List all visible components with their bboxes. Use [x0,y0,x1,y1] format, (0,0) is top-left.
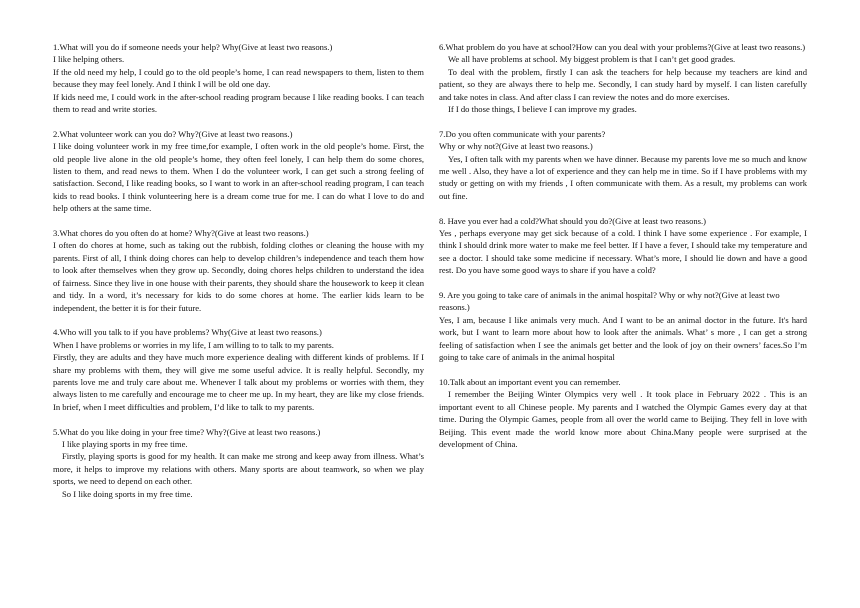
answer-paragraph: I remember the Beijing Winter Olympics very well . It took place in February 2022 . This is an important event to all Chinese people. My parents and I watched the Olympic Games every day at that time. During the Olympic Games, people from all over the world came to Beijing. They fell in love with Beijing. This event made the world know more about China.Many people were surprised at the development of China. [439,389,807,449]
question-block [439,215,807,277]
answer-paragraph: Yes , perhaps everyone may get sick because of a cold. I think I have some experience . For example, I think I should drink more water to make me feel better. If I have a fever, I should take my temperature and see a doctor. I should take some medicine if necessary. What’s more, I should lie down and have a good rest. Do you have some good ways to share if you have a cold? [439,228,807,276]
question-title: 8. Have you ever had a cold?What should you do?(Give at least two reasons.) [439,215,707,226]
question-title: 1.What will you do if someone needs your help? Why(Give at least two reasons.) [53,42,333,52]
question-title: 9. Are you going to take care of animals in the animal hospital? Why or why not?(Give at least two reasons.) [439,290,780,313]
question-block [53,426,424,500]
question-title: 5.What do you like doing in your free time? Why?(Give at least two reasons.) [53,426,321,437]
answer-paragraph: I like playing sports in my free time. [62,438,188,449]
left-column [53,41,424,512]
answer-paragraph: If kids need me, I could work in the after-school reading program because I like reading books. I can teach them to read and write stories. [53,91,424,115]
question-block [439,41,807,115]
answer-paragraph: We all have problems at school. My biggest problem is that I can’t get good grades. [448,54,736,65]
answer-paragraph: Firstly, they are adults and they have much more experience dealing with different kinds of problems. If I share my problems with them, they will give me some useful advice. It is really helpful. Secondly, my parents love me and truly care about me. Whenever I talk about my problems or worries with them, they always listen to me carefully and encourage me to cheer me up. In my heart, they are like my close friends. In brief, when I meet difficulties and problem, I’d like to talk to my parents. [53,352,424,412]
answer-paragraph: To deal with the problem, firstly I can ask the teachers for help because my teachers are kind and patient, so they are always there to help me. Secondly, I can study hard by myself. I can listen carefully and take notes in class. And after class I can review the notes and do more exercises. [439,66,807,102]
question-block [439,128,807,202]
answer-paragraph: So I like doing sports in my free time. [62,488,193,499]
question-title: 4.Who will you talk to if you have problems? Why(Give at least two reasons.) [53,327,322,338]
question-block [53,128,424,215]
answer-paragraph: I often do chores at home, such as taking out the rubbish, folding clothes or cleaning the house with my parents. First of all, I think doing chores can help to develop children’s independence and teach them how to look after themselves when they grow up. Secondly, doing chores helps children to understand the idea of fairness. Since they live in one house with their parents, they should share the housework to keep it clean and tidy. In a word, it’s necessary for kids to do some chores at home. The earlier kids learn to be independent, the better it is for their future. [53,240,424,313]
question-block [439,376,807,450]
answer-paragraph: I like doing volunteer work in my free time,for example, I often work in the old people’s home. First, the old people live alone in the old people’s home, they often feel lonely, I can help them do some chores, listen to them, and read news to them. When I do the volunteer work, I can get such a strong feeling of satisfaction. Second, I like reading books, so I want to work in an after-school reading program, I can teach kids to read books. I think volunteering here is a dream come true for me. I can do what I love to do and help others at the same time. [53,141,424,214]
question-title: 7.Do you often communicate with your parents? [439,128,606,139]
question-title: 10.Talk about an important event you can remember. [439,376,621,387]
question-title: 2.What volunteer work can you do? Why?(Give at least two reasons.) [53,128,293,139]
answer-paragraph: Yes, I am, because I like animals very much. And I want to be an animal doctor in the future. It's hard work, but I want to learn more about how to look after the animals. What’ s more , I can get a strong feeling of satisfaction when I see the animals get better and the look of joy on their owners’ faces.So I’m going to take care of animals in the animal hospital [439,314,807,363]
question-block [53,41,424,115]
right-column [439,41,807,463]
question-block [53,326,424,413]
question-block [439,289,807,363]
answer-paragraph: I like helping others. [53,54,125,65]
answer-paragraph: When I have problems or worries in my life, I am willing to to talk to my parents. [53,339,334,350]
answer-paragraph: Why or why not?(Give at least two reasons.) [439,141,593,152]
question-title: 6.What problem do you have at school?How can you deal with your problems?(Give at least two reasons.) [439,42,806,52]
answer-paragraph: If the old need my help, I could go to the old people’s home, I can read newspapers to them, listen to them because they may feel lonely. And I think I will be old one day. [53,66,424,90]
answer-paragraph: Yes, I often talk with my parents when we have dinner. Because my parents love me so much and know me well . Also, they have a lot of experience and they can help me in time. So if I have problems with my study or getting on with my friends , I often communicate with them. As a result, my problems can work out fine. [439,153,807,201]
question-block [53,227,424,314]
answer-paragraph: If I do those things, I believe I can improve my grades. [448,104,637,115]
question-title: 3.What chores do you often do at home? Why?(Give at least two reasons.) [53,228,309,239]
answer-paragraph: Firstly, playing sports is good for my health. It can make me strong and keep away from illness. What’s more, it helps to improve my relations with others. Many sports are about teamwork, so when we play sports, we need to depend on each other. [53,451,424,487]
